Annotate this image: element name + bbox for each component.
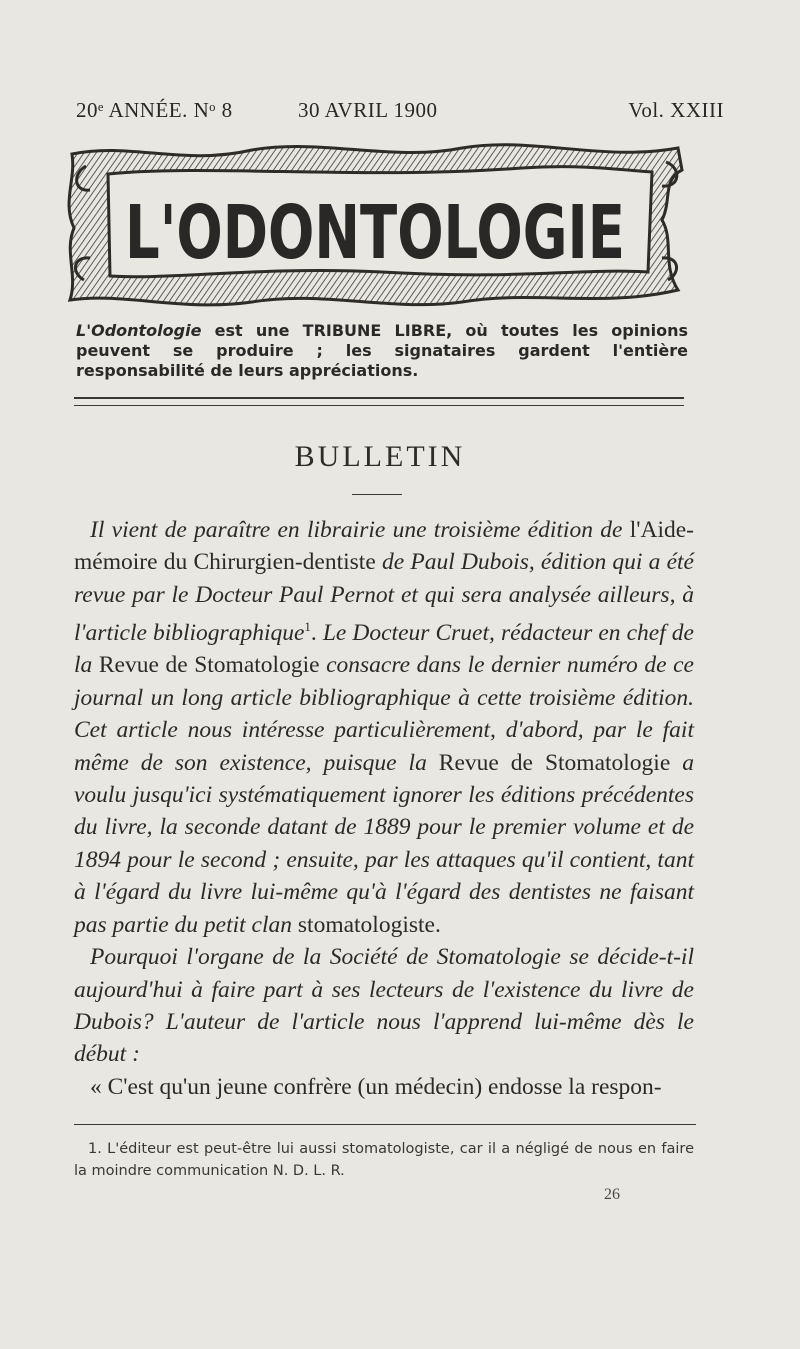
journal-title-2: Revue de Stomatologie bbox=[426, 749, 683, 776]
paragraph-3: « C'est qu'un jeune confrère (un médecin) endosse la respon- bbox=[90, 1073, 662, 1100]
masthead-title: L'ODONTOLOGIE bbox=[125, 190, 625, 276]
issue-date: 30 AVRIL 1900 bbox=[298, 98, 438, 122]
book-title: l'Aide-mémoire du Chirurgien-dentiste bbox=[74, 517, 694, 576]
section-title: BULLETIN bbox=[294, 440, 466, 473]
p1-roman-end: stomatologiste. bbox=[292, 911, 441, 938]
p1-italic-2: de Paul Dubois, édition qui a été revue par le Docteur Paul Pernot et qui sera analysée ailleurs, à l'article bibliographique bbox=[74, 549, 694, 647]
journal-title-1: Revue de Stomatologie bbox=[92, 652, 327, 679]
footnote-text: 1. L'éditeur est peut-être lui aussi stomatologiste, car il a négligé de nous en faire la moindre communication N. D. L. R. bbox=[74, 1141, 694, 1179]
p1-italic-4: consacre dans le dernier numéro de ce journal un long article bibliographique à cette troisième édition. Cet article nous intéresse particulièrement, d'abord, par le fait même de son existence, puisque la bbox=[74, 652, 694, 776]
footnote-rule bbox=[74, 1124, 696, 1125]
title-rule bbox=[352, 494, 402, 495]
p1-italic-1: Il vient de paraître en librairie une troisième édition de bbox=[90, 517, 623, 543]
volume-number: Vol. XXIII bbox=[628, 98, 724, 122]
footnote bbox=[74, 1138, 694, 1182]
paragraph-2 bbox=[74, 941, 694, 1071]
p1-italic-3: Le Docteur Cruet, rédacteur en chef de la bbox=[74, 620, 694, 679]
article-body bbox=[74, 514, 694, 1103]
notice-text: est une TRIBUNE LIBRE, où toutes les opinions peuvent se produire ; les signataires gardent l'entière responsabilité de leurs appréciations. bbox=[76, 321, 688, 380]
p1-period: . bbox=[310, 620, 323, 647]
double-divider bbox=[74, 397, 684, 406]
notice-journal-name: L'Odontologie bbox=[76, 321, 202, 340]
masthead-banner bbox=[62, 140, 688, 308]
paragraph-1 bbox=[74, 514, 694, 941]
tribune-notice bbox=[76, 321, 688, 381]
page-number: 26 bbox=[604, 1186, 620, 1203]
issue-year-number: 20ᵉ ANNÉE. Nᵒ 8 bbox=[76, 98, 233, 122]
p2-text: Pourquoi l'organe de la Société de Stomatologie se décide-t-il aujourd'hui à faire part à ses lecteurs de l'existence du livre de Dubois? L'auteur de l'article nous l'apprend lui-même dès le début : bbox=[74, 944, 694, 1068]
footnote-ref: 1 bbox=[304, 619, 311, 635]
p1-italic-5: a voulu jusqu'ici systématiquement ignorer les éditions précédentes du livre, la seconde datant de 1889 pour le premier volume et de 1894 pour le second ; ensuite, par les attaques qu'il contient, tant à l'égard du livre lui-même qu'à l'égard des dentistes ne faisant pas partie du petit clan bbox=[74, 749, 694, 938]
